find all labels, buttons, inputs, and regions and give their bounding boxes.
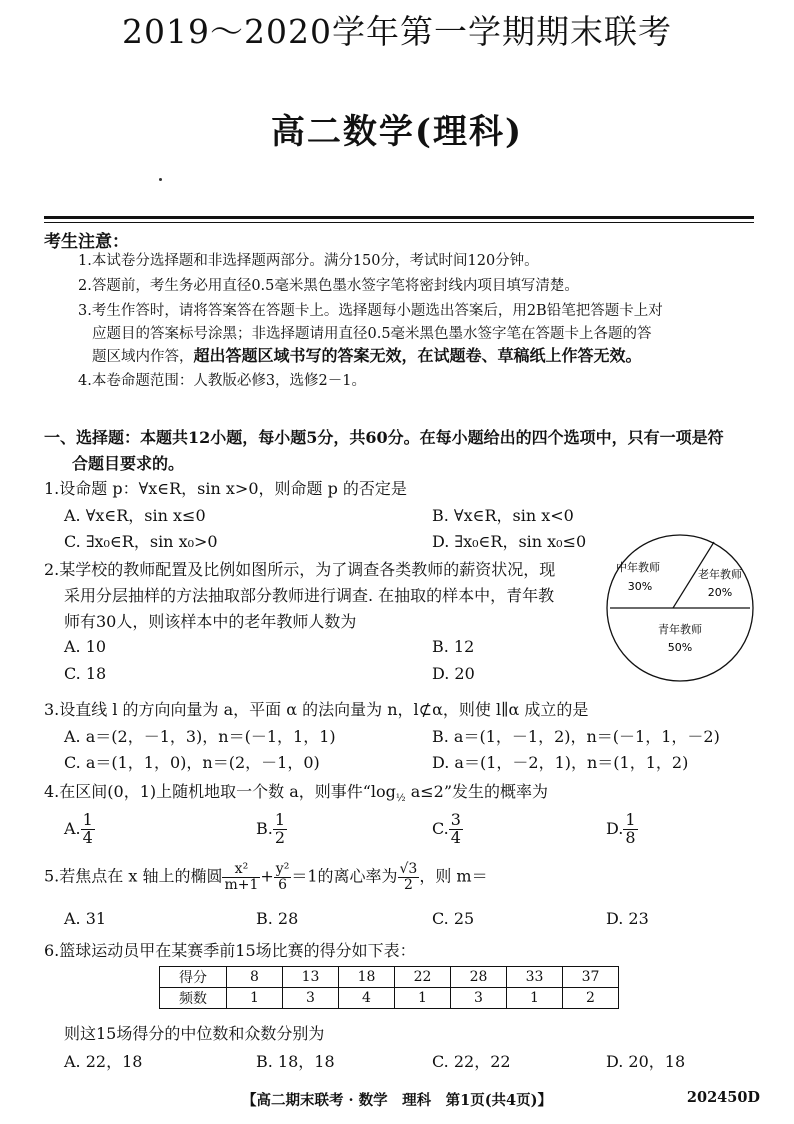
pie-label-senior: 老年教师: [698, 568, 742, 581]
header-rule-thin: [44, 222, 754, 223]
q4-a-den: 4: [82, 827, 93, 847]
q6-after-table: 则这15场得分的中位数和众数分别为: [64, 1024, 325, 1043]
q5-option-a: A. 31: [64, 909, 107, 928]
q5-post: ，则 m＝: [419, 866, 488, 886]
q5-frac-y: [274, 862, 292, 892]
q4-b-den: 2: [274, 827, 286, 847]
score-cell: 18: [339, 967, 395, 988]
score-cell: 28: [451, 967, 507, 988]
q4-c-num: 3: [450, 810, 461, 829]
freq-row-head: 频数: [160, 988, 227, 1009]
freq-cell: 1: [507, 988, 563, 1009]
q5-option-c: C. 25: [432, 909, 475, 928]
q4-d-den: 8: [625, 827, 636, 847]
q3-option-a: A. a＝(2，－1，3)，n＝(－1，1，1): [64, 727, 336, 746]
q4-a-fraction: [81, 812, 95, 847]
q5-frac-e: [398, 862, 420, 892]
notice-line-3b: 应题目的答案标号涂黑；非选择题请用直径0.5毫米黑色墨水签字笔在答题卡上各题的答: [92, 326, 652, 342]
q5-option-b: B. 28: [256, 909, 299, 928]
section-heading: 一、选择题：本题共12小题，每小题5分，共60分。在每小题给出的四个选项中，只有一项是符: [44, 428, 724, 447]
q4-a-label: A.: [64, 818, 81, 838]
q4-d-fraction: [623, 812, 637, 847]
paper-code: 202450D: [686, 1089, 760, 1106]
score-table: [159, 966, 619, 1009]
stray-dot: [159, 178, 162, 181]
q5-frac-e-den: 2: [403, 876, 413, 893]
q3-stem: 3.设直线 l 的方向向量为 a，平面 α 的法向量为 n，l⊄α，则使 l∥α 成立的是: [44, 700, 589, 719]
freq-cell: 1: [227, 988, 283, 1009]
page-footer: 【高二期末联考 · 数学 理科 第1页(共4页)】: [241, 1092, 553, 1109]
q5-frac-x-den: m+1: [224, 876, 259, 893]
q2-stem-line-2: 采用分层抽样的方法抽取部分教师进行调查. 在抽取的样本中，青年教: [64, 586, 555, 605]
header-rule-thick: [44, 216, 754, 219]
q4-d-label: D.: [606, 818, 624, 838]
q6-option-c: C. 22，22: [432, 1052, 511, 1071]
q5-option-d: D. 23: [606, 909, 649, 928]
q4-c-label: C.: [432, 818, 449, 838]
score-cell: 33: [507, 967, 563, 988]
q4-stem-pre: 4.在区间(0，1)上随机地取一个数 a，则事件“log: [44, 782, 396, 801]
freq-row: [160, 988, 619, 1009]
q2-option-d: D. 20: [432, 664, 475, 683]
section-heading-cont: 合题目要求的。: [72, 454, 185, 473]
freq-cell: 3: [283, 988, 339, 1009]
q4-d-num: 1: [625, 810, 636, 829]
q2-option-a: A. 10: [64, 637, 107, 656]
q5-plus: +: [260, 866, 274, 886]
q6-option-b: B. 18，18: [256, 1052, 335, 1071]
q3-option-d: D. a＝(1，－2，1)，n＝(1，1，2): [432, 753, 689, 772]
freq-cell: 3: [451, 988, 507, 1009]
freq-cell: 4: [339, 988, 395, 1009]
q4-option-d: [606, 812, 638, 847]
score-row-head: 得分: [160, 967, 227, 988]
notice-line-3c-bold: 超出答题区域书写的答案无效，在试题卷、草稿纸上作答无效。: [193, 346, 642, 365]
q4-b-label: B.: [256, 818, 273, 838]
q5-frac-y-num: y²: [275, 861, 290, 877]
q5-frac-x-num: x²: [222, 862, 260, 878]
pie-pct-senior: 20%: [707, 586, 733, 599]
q1-option-d: D. ∃x₀∈R，sin x₀≤0: [432, 532, 587, 551]
q4-stem: [44, 779, 548, 804]
teacher-pie-chart: [604, 530, 756, 686]
q6-stem: 6.篮球运动员甲在某赛季前15场比赛的得分如下表：: [44, 941, 416, 960]
score-cell: 8: [227, 967, 283, 988]
pie-label-young: 青年教师: [658, 623, 702, 636]
pie-pct-middle-aged: 30%: [627, 580, 653, 593]
q1-stem: 1.设命题 p：∀x∈R，sin x>0，则命题 p 的否定是: [44, 479, 407, 498]
q4-c-fraction: [449, 812, 463, 847]
q2-option-b: B. 12: [432, 637, 475, 656]
freq-cell: 2: [563, 988, 619, 1009]
q3-option-c: C. a＝(1，1，0)，n＝(2，－1，0): [64, 753, 320, 772]
q5-stem: [44, 862, 488, 892]
q5-mid: ＝1的离心率为: [291, 866, 398, 886]
score-cell: 13: [283, 967, 339, 988]
q3-option-b: B. a＝(1，－1，2)，n＝(－1，1，－2): [432, 727, 720, 746]
q6-option-d: D. 20，18: [606, 1052, 686, 1071]
notice-line-3c-pre: 题区域内作答，: [92, 349, 194, 365]
q1-option-a: A. ∀x∈R，sin x≤0: [64, 506, 206, 525]
q5-frac-x: [222, 862, 260, 892]
exam-title: 2019～2020学年第一学期期末联考: [122, 12, 672, 51]
q1-option-c: C. ∃x₀∈R，sin x₀>0: [64, 532, 218, 551]
pie-label-middle-aged: 中年教师: [616, 561, 660, 574]
q4-c-den: 4: [450, 827, 461, 847]
score-row: [160, 967, 619, 988]
notice-line-2: 2.答题前，考生务必用直径0.5毫米黑色墨水签字笔将密封线内项目填写清楚。: [78, 278, 579, 294]
q4-a-num: 1: [82, 810, 93, 829]
q4-stem-post: a≤2”发生的概率为: [405, 782, 549, 801]
score-cell: 37: [563, 967, 619, 988]
q5-frac-e-num: √3: [399, 861, 418, 877]
q6-option-a: A. 22，18: [64, 1052, 143, 1071]
q4-option-b: [256, 812, 287, 847]
q1-option-b: B. ∀x∈R，sin x<0: [432, 506, 574, 525]
exam-subtitle: 高二数学(理科): [270, 112, 524, 152]
q5-frac-y-den: 6: [278, 876, 288, 893]
notice-line-4: 4.本卷命题范围：人教版必修3，选修2－1。: [78, 373, 367, 389]
notice-heading: 考生注意：: [44, 232, 129, 252]
q4-log-base: ½: [395, 793, 406, 805]
notice-line-3a: 3.考生作答时，请将答案答在答题卡上。选择题每小题选出答案后，用2B铅笔把答题卡上对: [78, 303, 663, 319]
freq-cell: 1: [395, 988, 451, 1009]
q2-stem-line-1: 2.某学校的教师配置及比例如图所示，为了调查各类教师的薪资状况，现: [44, 560, 556, 579]
q4-option-c: [432, 812, 463, 847]
q5-pre: 5.若焦点在 x 轴上的椭圆: [44, 866, 223, 886]
pie-pct-young: 50%: [667, 641, 693, 654]
notice-line-3c: [92, 343, 642, 366]
notice-line-1: 1.本试卷分选择题和非选择题两部分。满分150分，考试时间120分钟。: [78, 253, 539, 269]
q4-option-a: [64, 812, 95, 847]
q4-b-num: 1: [274, 810, 286, 829]
score-cell: 22: [395, 967, 451, 988]
q2-stem-line-3: 师有30人，则该样本中的老年教师人数为: [64, 612, 357, 631]
q4-b-fraction: [273, 812, 287, 847]
q2-option-c: C. 18: [64, 664, 107, 683]
